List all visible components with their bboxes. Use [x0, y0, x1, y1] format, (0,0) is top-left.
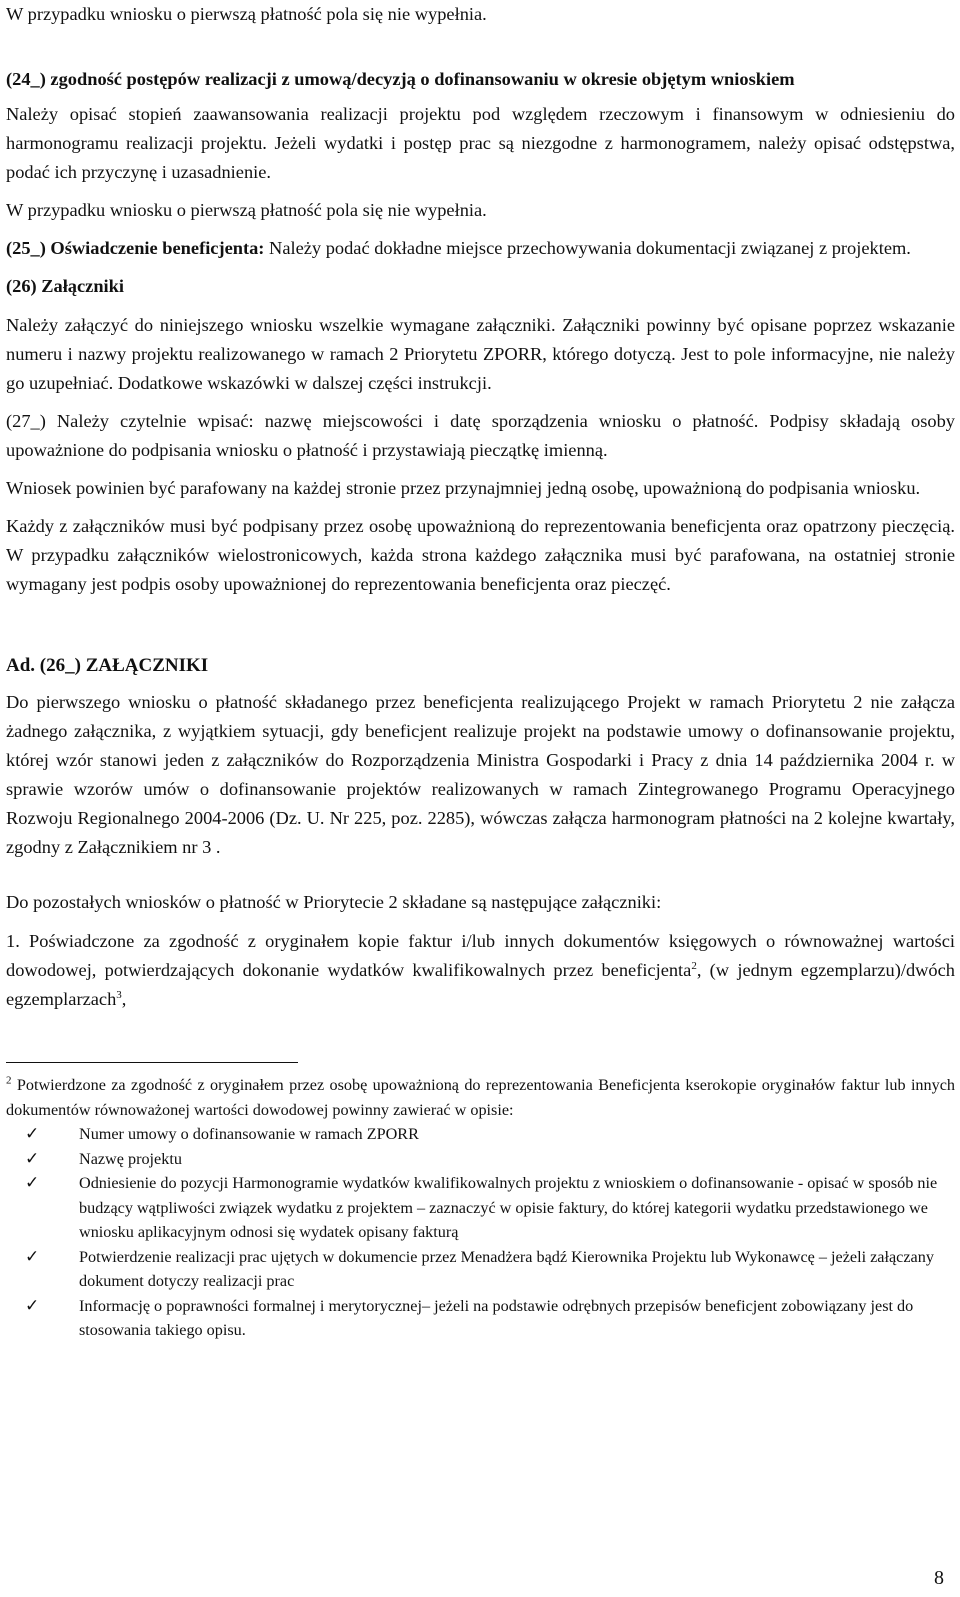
- check-icon: ✓: [25, 1148, 40, 1168]
- check-icon: ✓: [25, 1295, 40, 1315]
- footnote-item-text: Informację o poprawności formalnej i merytorycznej– jeżeli na podstawie odrębnych przepisów beneficjent zobowiązany jest do stosowania takiego opisu.: [79, 1296, 914, 1339]
- footnote-ref-3[interactable]: 3: [116, 988, 122, 1001]
- section-24-title: (24_) zgodność postępów realizacji z umową/decyzją o dofinansowaniu w okresie objętym wnioskiem: [6, 69, 795, 89]
- section-25: [6, 234, 955, 263]
- footnote-item-text: Potwierdzenie realizacji prac ujętych w dokumencie przez Menadżera bądź Kierownika Projektu lub Wykonawcę – jeżeli załączany dokument dotyczy realizacji prac: [79, 1247, 934, 1290]
- ad26-item-1: [6, 927, 955, 1014]
- footnote-ref-2[interactable]: 2: [691, 959, 697, 972]
- footnote-divider: [6, 1062, 298, 1063]
- footnote-list-item: [6, 1294, 955, 1343]
- check-icon: ✓: [25, 1246, 40, 1266]
- section-26-body: Należy załączyć do niniejszego wniosku wszelkie wymagane załączniki. Załączniki powinny być opisane poprzez wskazanie numeru i nazwy projektu realizowanego w ramach 2 Priorytetu ZPORR, którego dotyczą. Jest to pole informacyjne, nie należy go uzupełniać. Dodatkowe wskazówki w dalszej części instrukcji.: [6, 315, 955, 393]
- ad26-item-1-text: 1. Poświadczone za zgodność z oryginałem kopie faktur i/lub innych dokumentów księgowych o równoważnej wartości dowodowej, potwierdzających dokonanie wydatków kwalifikowalnych przez beneficjenta: [6, 931, 955, 980]
- section-25-label: (25_) Oświadczenie beneficjenta:: [6, 238, 265, 258]
- footnote-item-text: Nazwę projektu: [79, 1149, 182, 1168]
- footnote-intro: [6, 1073, 955, 1122]
- ad26-heading: Ad. (26_) ZAŁĄCZNIKI: [6, 655, 209, 676]
- check-icon: ✓: [25, 1124, 40, 1143]
- check-icon: ✓: [25, 1173, 40, 1192]
- footnote-marker: 2: [6, 1074, 12, 1087]
- section-26-title: (26) Załączniki: [6, 276, 125, 296]
- footnote-item-text: Numer umowy o dofinansowanie w ramach ZPORR: [79, 1125, 419, 1143]
- footnote-list-item: [6, 1122, 955, 1147]
- footnote-list-item: [6, 1147, 955, 1172]
- footnote-list-item: [6, 1245, 955, 1294]
- footnote-item-text: Odniesienie do pozycji Harmonogramie wydatków kwalifikowalnych projektu z wnioskiem o dofinansowanie - opisać w sposób nie budzący wątpliwości związek wydatku z projektem – zaznaczyć w opisie faktury, do której kategorii wydatku przedstawionego we wniosku aplikacyjnym odnosi się wydatek opisany fakturą: [79, 1174, 938, 1241]
- footnote: [6, 1073, 955, 1343]
- ad26-item-1-text-3: ,: [121, 989, 127, 1009]
- section-27-body: (27_) Należy czytelnie wpisać: nazwę miejscowości i datę sporządzenia wniosku o płatność. Podpisy składają osoby upoważnione do podpisania wniosku o płatność i przystawiają pieczątkę imienną.: [6, 411, 955, 460]
- section-27-attachments: Każdy z załączników musi być podpisany przez osobę upoważnioną do reprezentowania beneficjenta oraz opatrzony pieczęcią. W przypadku załączników wielostronicowych, każda strona każdego załącznika musi być parafowana, na ostatniej stronie wymagany jest podpis osoby upoważnionej do reprezentowania beneficjenta oraz pieczęć.: [6, 516, 955, 594]
- top-note: W przypadku wniosku o pierwszą płatność pola się nie wypełnia.: [6, 4, 487, 24]
- footnote-list: [6, 1122, 955, 1343]
- footnote-list-item: [6, 1171, 955, 1245]
- footnote-text: Potwierdzone za zgodność z oryginałem przez osobę upoważnioną do reprezentowania Beneficjenta kserokopie oryginałów faktur lub innych dokumentów równoważonej wartości dowodowej powinny zawierać w opisie:: [6, 1076, 955, 1119]
- section-24-body: Należy opisać stopień zaawansowania realizacji projektu pod względem rzeczowym i finansowym w odniesieniu do harmonogramu realizacji projektu. Jeżeli wydatki i postęp prac są niezgodne z harmonogramem, należy opisać odstępstwa, podać ich przyczynę i uzasadnienie.: [6, 104, 955, 182]
- ad26-item-1-text-2: , (w jednym egzemplarzu)/dwóch egzemplarzach: [6, 960, 955, 1009]
- section-24-note: W przypadku wniosku o pierwszą płatność pola się nie wypełnia.: [6, 200, 487, 220]
- document-page: [6, 0, 955, 1343]
- ad26-paragraph-2: Do pozostałych wniosków o płatność w Priorytecie 2 składane są następujące załączniki:: [6, 892, 662, 912]
- section-25-body: Należy podać dokładne miejsce przechowywania dokumentacji związanej z projektem.: [264, 238, 911, 258]
- section-27-paraphing: Wniosek powinien być parafowany na każdej stronie przez przynajmniej jedną osobę, upoważnioną do podpisania wniosku.: [6, 478, 921, 498]
- ad26-paragraph-1: Do pierwszego wniosku o płatność składanego przez beneficjenta realizującego Projekt w ramach Priorytetu 2 nie załącza żadnego załącznika, z wyjątkiem sytuacji, gdy beneficjent realizuje projekt na podstawie umowy o dofinansowanie projektu, której wzór stanowi jeden z załączników do Rozporządzenia Ministra Gospodarki i Pracy z dnia 14 października 2004 r. w sprawie wzorów umów o dofinansowanie projektów realizowanych w ramach Zintegrowanego Programu Operacyjnego Rozwoju Regionalnego 2004-2006 (Dz. U. Nr 225, poz. 2285), wówczas załącza harmonogram płatności na 2 kolejne kwartały, zgodny z Załącznikiem nr 3 .: [6, 692, 955, 857]
- page-number: 8: [934, 1567, 944, 1589]
